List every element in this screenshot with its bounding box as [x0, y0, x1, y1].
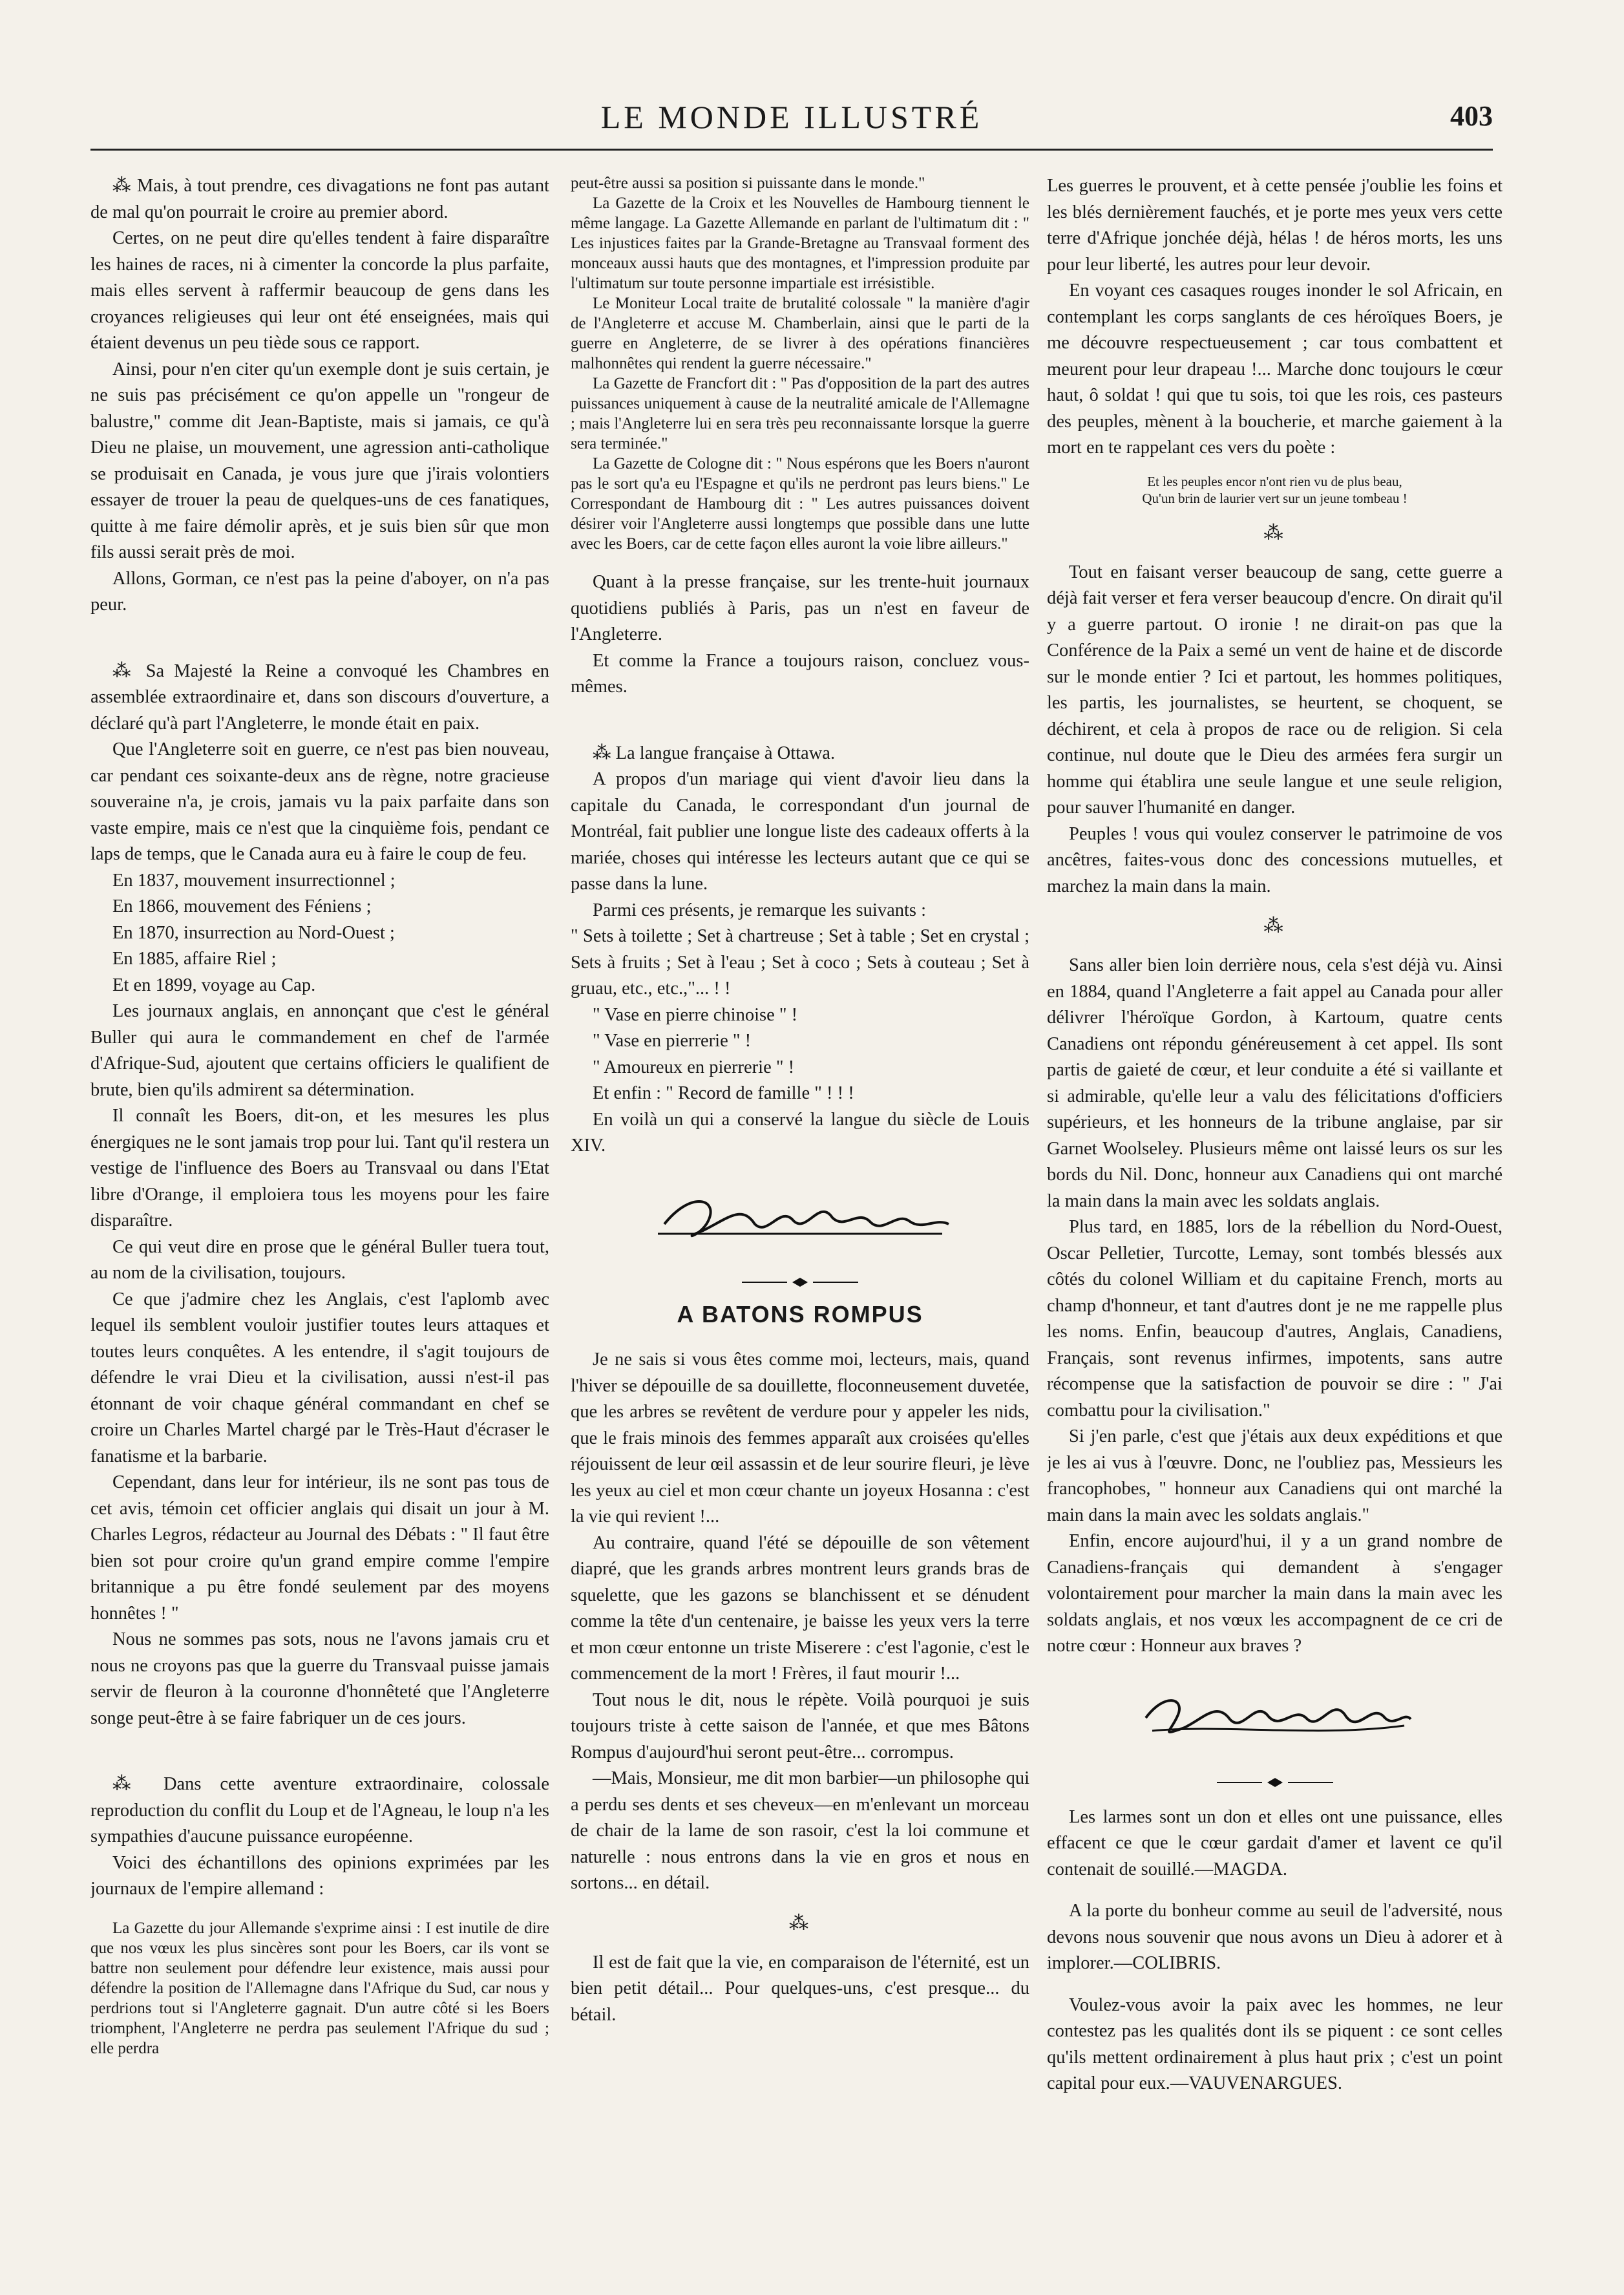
- page-number: 403: [1450, 100, 1493, 132]
- paragraph: " Amoureux en pierrerie " !: [593, 1057, 795, 1077]
- paragraph: Ce qui veut dire en prose que le général Buller tuera tout, au nom de la civilisation, toujours.: [90, 1236, 549, 1283]
- paragraph: " Vase en pierre chinoise " !: [593, 1004, 798, 1025]
- verse-quote: [1047, 473, 1503, 507]
- paragraph: Au contraire, quand l'été se dépouille de son vêtement diapré, que les grands arbres montrent leurs grands bras de squelette, que les gazons se blanchissent et se dénudent comme la tête d'un centenaire, je baisse les yeux vers la terre et mon cœur entonne un triste Miserere : c'est l'agonie, c'est le commencement de la mort ! Frères, il faut mourir !...: [571, 1532, 1029, 1684]
- paragraph: " Sets à toilette ; Set à chartreuse ; Set à table ; Set en crystal ; Sets à fruits ; Set à l'eau ; Set à coco ; Sets à couteau ; Set à gruau, etc., etc.,"... ! !: [571, 926, 1029, 999]
- paragraph: ⁂ La langue française à Ottawa.: [593, 743, 836, 763]
- paragraph: ⁂ Dans cette aventure extraordinaire, colossale reproduction du conflit du Loup et de l'Agneau, le loup n'a les sympathies d'aucune puissance européenne.: [90, 1774, 549, 1846]
- paragraph: ⁂ Mais, à tout prendre, ces divagations ne font pas autant de mal qu'on pourrait le croire au premier abord.: [90, 176, 549, 222]
- paragraph: A propos d'un mariage qui vient d'avoir lieu dans la capitale du Canada, le correspondant d'un journal de Montréal, fait publier une longue liste des cadeaux offerts à la mariée, choses qui intéresse les lecteurs autant que ce qui se passe dans la lune.: [571, 769, 1029, 894]
- paragraph: Peuples ! vous qui voulez conserver le patrimoine de vos ancêtres, faites-vous donc des concessions mutuelles, et marchez la main dans la main.: [1047, 823, 1503, 896]
- paragraph: ⁂ Sa Majesté la Reine a convoqué les Chambres en assemblée extraordinaire et, dans son discours d'ouverture, a déclaré qu'à part l'Angleterre, le monde était en paix.: [90, 661, 549, 734]
- verse-line: Et les peuples encor n'ont rien vu de plus beau,: [1147, 473, 1402, 489]
- verse-line: Qu'un brin de laurier vert sur un jeune tombeau !: [1142, 490, 1408, 506]
- paragraph: Voici des échantillons des opinions exprimées par les journaux de l'empire allemand :: [90, 1852, 549, 1899]
- asterism-divider-icon: ⁂: [789, 1912, 811, 1934]
- newspaper-title: LE MONDE ILLUSTRÉ: [600, 99, 983, 135]
- paragraph: A la porte du bonheur comme au seuil de l'adversité, nous devons nous souvenir que nous avons un Dieu à adorer et à implorer.—COLIBRIS.: [1047, 1901, 1503, 1973]
- paragraph: Il connaît les Boers, dit-on, et les mesures les plus énergiques ne le sont jamais trop pour lui. Tant qu'il restera un vestige de l'influence des Boers au Transvaal ou dans l'Etat libre d'Orange, il emploiera tous les moyens pour les faire disparaître.: [90, 1106, 549, 1231]
- paragraph: Allons, Gorman, ce n'est pas la peine d'aboyer, on n'a pas peur.: [90, 568, 549, 615]
- paragraph: —Mais, Monsieur, me dit mon barbier—un philosophe qui a perdu ses dents et ses cheveux—en m'enlevant un morceau de chair de la lame de son rasoir, c'est la loi commune et naturelle : nous entrons dans la vie en gros et nous en sortons... en détail.: [571, 1768, 1029, 1893]
- signature-icon: [638, 1179, 962, 1250]
- paragraph: Quant à la presse française, sur les trente-huit journaux quotidiens publiés à Paris, pas un n'est en faveur de l'Angleterre.: [571, 572, 1029, 644]
- ornament-divider-icon: [735, 1276, 865, 1289]
- paragraph: Sans aller bien loin derrière nous, cela s'est déjà vu. Ainsi en 1884, quand l'Angleterre a fait appel au Canada pour aller délivrer l'héroïque Gordon, à Kartoum, quatre cents Canadiens ont répondu généreusement à cet appel. Ils sont partis de gaieté de cœur, et leur conduite a été si vaillante et si admirable, qu'elle leur a valu des félicitations d'officiers supérieurs, et les honneurs de la tribune anglaise, par sir Garnet Woolseley. Plusieurs même ont laissé leurs os sur les bords du Nil. Donc, honneur aux Canadiens qui ont marché la main dans la main avec les soldats anglais.: [1047, 955, 1503, 1211]
- list-item: En 1870, insurrection au Nord-Ouest ;: [112, 922, 395, 943]
- paragraph: Les guerres le prouvent, et à cette pensée j'oublie les foins et les blés dernièrement fauchés, et je porte mes yeux vers cette terre d'Afrique jonchée déjà, hélas ! de héros morts, les uns pour leur liberté, les autres pour leur devoir.: [1047, 176, 1503, 275]
- paragraph: Certes, on ne peut dire qu'elles tendent à faire disparaître les haines de races, ni à cimenter la concorde la plus parfaite, mais elles servent à raffermir beaucoup de gens dans les croyances religieuses qui leur ont été enseignées, mais qui étaient devenus un peu tiède sous ce rapport.: [90, 228, 549, 353]
- paragraph: Les journaux anglais, en annonçant que c'est le général Buller qui aura le commandement en chef de l'armée d'Afrique-Sud, ajoutent que certains officiers le qualifient de brute, bien qu'ils admirent sa détermination.: [90, 1001, 549, 1100]
- paragraph: Enfin, encore aujourd'hui, il y a un grand nombre de Canadiens-français qui demandent à s'engager volontairement pour marcher la main dans la main avec les soldats anglais, et nos vœux les accompagnent de ce cri de notre cœur : Honneur aux braves ?: [1047, 1531, 1503, 1656]
- quote-paragraph: La Gazette de Francfort dit : " Pas d'opposition de la part des autres puissances uniquement à cause de la neutralité amicale de l'Allemagne ; mais l'Angleterre lui en sera très peu reconnaissante lorsque la guerre sera terminée.": [571, 375, 1029, 452]
- asterism-icon: ⁂: [112, 1774, 163, 1794]
- asterism-divider-icon: ⁂: [1263, 522, 1286, 544]
- paragraph: " Vase en pierrerie " !: [593, 1031, 752, 1051]
- paragraph: Ainsi, pour n'en citer qu'un exemple dont je suis certain, je ne suis pas précisément ce qu'on appelle un "rongeur de balustre," comme dit Jean-Baptiste, mais si jamais, ce qu'à Dieu ne plaise, un mouvement, une agression anti-catholique se produisait en Canada, je vous jure que j'irais volontiers essayer de trouer la peau de quelques-uns de ces fanatiques, quitte à me faire démolir après, et je suis bien sûr que mon fils aussi serait près de moi.: [90, 359, 549, 562]
- paragraph: Parmi ces présents, je remarque les suivants :: [593, 900, 927, 920]
- events-list: [90, 868, 549, 999]
- paragraph: Il est de fait que la vie, en comparaison de l'éternité, est un bien petit détail... Pour quelques-uns, c'est presque... du bétail.: [571, 1952, 1029, 2025]
- paragraph: Et enfin : " Record de famille " ! ! !: [593, 1083, 854, 1103]
- list-item: En 1866, mouvement des Féniens ;: [112, 896, 372, 916]
- column-3: [1047, 173, 1503, 2254]
- paragraph: Ce que j'admire chez les Anglais, c'est l'aplomb avec lequel ils semblent vouloir justifier toutes leurs attaques et toutes leurs conquêtes. A les entendre, il s'agit toujours de défendre le vrai Dieu et la civilisation, aussi n'est-il pas étonnant de voir chaque général commandant en chef se croire un Charles Martel chargé par le Très-Haut d'écraser le fanatisme et la barbarie.: [90, 1289, 549, 1466]
- paragraph: Voulez-vous avoir la paix avec les hommes, ne leur contestez pas les qualités dont ils se piquent : ce sont celles qu'ils mettent ordinairement à plus haut prix ; c'est un point capital pour eux.—VAUVENARGUES.: [1047, 1994, 1503, 2093]
- paragraph: En voilà un qui a conservé la langue du siècle de Louis XIV.: [571, 1109, 1029, 1156]
- quote-paragraph: La Gazette de la Croix et les Nouvelles de Hambourg tiennent le même langage. La Gazette Allemande en parlant de l'ultimatum dit : " Les injustices faites par la Grande-Bretagne au Transvaal forment des monceaux aussi hauts que des montagnes, et l'impression produite par l'ultimatum sur toute personne impartiale est irrésistible.: [571, 195, 1029, 292]
- signature-icon: [1126, 1679, 1424, 1750]
- quote-paragraph: peut-être aussi sa position si puissante dans le monde.": [571, 175, 925, 192]
- paragraph: Cependant, dans leur for intérieur, ils ne sont pas tous de cet avis, témoin cet officier anglais qui disait un jour à M. Charles Legros, rédacteur au Journal des Débats : " Il faut être bien sot pour croire qu'un grand empire comme l'empire britannique a pu être fondé seulement par des moyens honnêtes ! ": [90, 1472, 549, 1623]
- column-1: [90, 173, 549, 2254]
- section-heading: A BATONS ROMPUS: [677, 1300, 923, 1327]
- column-2: [571, 173, 1029, 2254]
- quote-paragraph: La Gazette de Cologne dit : " Nous espérons que les Boers n'auront pas le sort qu'a eu l'Espagne et qu'ils ne perdront pas leurs biens." Le Correspondant de Hambourg dit : " Les autres puissances doivent désirer voir l'Angleterre aussi longtemps que possible dans une lutte avec les Boers, car de cette façon elles auront la voie libre ailleurs.": [571, 455, 1029, 553]
- paragraph: Je ne sais si vous êtes comme moi, lecteurs, mais, quand l'hiver se dépouille de sa douillette, floconneusement duvetée, que les arbres se revêtent de verdure pour y appeler les nids, que le frais minois des femmes apparaît aux croisées qu'elles réjouissent de leur œil assassin et de leur sourire fleuri, je lève les yeux au ciel et mon cœur chante un joyeux Hosanna : c'est la vie qui revient !...: [571, 1349, 1029, 1527]
- paragraph: Nous ne sommes pas sots, nous ne l'avons jamais cru et nous ne croyons pas que la guerre du Transvaal puisse jamais servir de fleuron à la couronne d'honnêteté que l'Angleterre songe peut-être à se faire fabriquer un de ces jours.: [90, 1629, 549, 1728]
- masthead: [90, 97, 1493, 151]
- paragraph: Les larmes sont un don et elles ont une puissance, elles effacent ce que le cœur gardait d'amer et lavent ce qu'il contenait de souillé.—MAGDA.: [1047, 1806, 1503, 1879]
- paragraph: Plus tard, en 1885, lors de la rébellion du Nord-Ouest, Oscar Pelletier, Turcotte, Lemay, sont tombés blessés aux côtés du colonel William et du capitaine French, morts au champ d'honneur, et tant d'autres dont je ne me rappelle plus les noms. Enfin, beaucoup d'autres, Anglais, Canadiens, Français, sont revenus infirmes, impotents, sans autre récompense que la satisfaction de pouvoir se dire : " J'ai combattu pour la civilisation.": [1047, 1217, 1503, 1421]
- paragraph: En voyant ces casaques rouges inonder le sol Africain, en contemplant les corps sanglants de ces héroïques Boers, je me découvre respectueusement ; car tous combattent et meurent pour leur drapeau !... Marche donc toujours le cœur haut, ô soldat ! qui que tu sois, toi que les rois, ces pasteurs des peuples, mènent à la boucherie, et marche gaiement à la mort en te rappelant ces vers du poète :: [1047, 280, 1503, 458]
- quote-paragraph: Le Moniteur Local traite de brutalité colossale " la manière d'agir de l'Angleterre et accuse M. Chamberlain, ainsi que le parti de la guerre en Angleterre, de se livrer à des opérations financières malhonnêtes qui rendent la guerre nécessaire.": [571, 295, 1029, 372]
- paragraph: Si j'en parle, c'est que j'étais aux deux expéditions et que je les ai vus à l'œuvre. Donc, ne l'oubliez pas, Messieurs les francophobes, " honneur aux Canadiens qui ont marché la main dans la main avec les soldats anglais.": [1047, 1426, 1503, 1525]
- list-item: En 1837, mouvement insurrectionnel ;: [112, 870, 395, 891]
- paragraph: Et comme la France a toujours raison, concluez vous-mêmes.: [571, 650, 1029, 697]
- quote-paragraph: La Gazette du jour Allemande s'exprime ainsi : I est inutile de dire que nos vœux les plus sincères sont pour les Boers, car ils vont se battre non seulement pour défendre leur existence, mais aussi pour défendre la position de l'Allemagne dans l'Afrique du Sud, car nous y perdrions tout si l'Angleterre gagnait. D'un autre côté si les Boers triomphent, l'Angleterre ne perdra pas seulement l'Afrique du sud ; elle perdra: [90, 1919, 549, 2057]
- asterism-divider-icon: ⁂: [1263, 915, 1286, 936]
- asterism-icon: ⁂: [593, 743, 616, 763]
- list-item: En 1885, affaire Riel ;: [112, 949, 277, 969]
- paragraph: Tout nous le dit, nous le répète. Voilà pourquoi je suis toujours triste à cette saison de l'année, et que mes Bâtons Rompus d'aujourd'hui seront peut-être... corrompus.: [571, 1689, 1029, 1762]
- paragraph: Que l'Angleterre soit en guerre, ce n'est pas bien nouveau, car pendant ces soixante-deux ans de règne, notre gracieuse souveraine n'a, je crois, jamais vu la paix parfaite dans son vaste empire, mais ce n'est que la cinquième fois, pendant ce laps de temps, que le Canada aura eu à faire le coup de feu.: [90, 739, 549, 864]
- ornament-divider-icon: [1210, 1776, 1340, 1789]
- list-item: Et en 1899, voyage au Cap.: [112, 975, 316, 995]
- asterism-icon: ⁂: [112, 661, 146, 681]
- paragraph: Tout en faisant verser beaucoup de sang, cette guerre a déjà fait verser et fera verser beaucoup d'encre. On dirait qu'il y a guerre partout. O ironie ! ne dirait-on pas que la Conférence de la Paix a semé un vent de haine et de discorde sur le monde entier ? Ici et partout, les hommes politiques, les partis, les journalistes, se heurtent, se choquent, se déchirent, et cela à propos de race ou de religion. Si cela continue, nul doute que le Dieu des armées fera surgir un homme qui établira une seule langue et une seule religion, pour sauver l'humanité en danger.: [1047, 562, 1503, 818]
- asterism-icon: ⁂: [112, 176, 137, 196]
